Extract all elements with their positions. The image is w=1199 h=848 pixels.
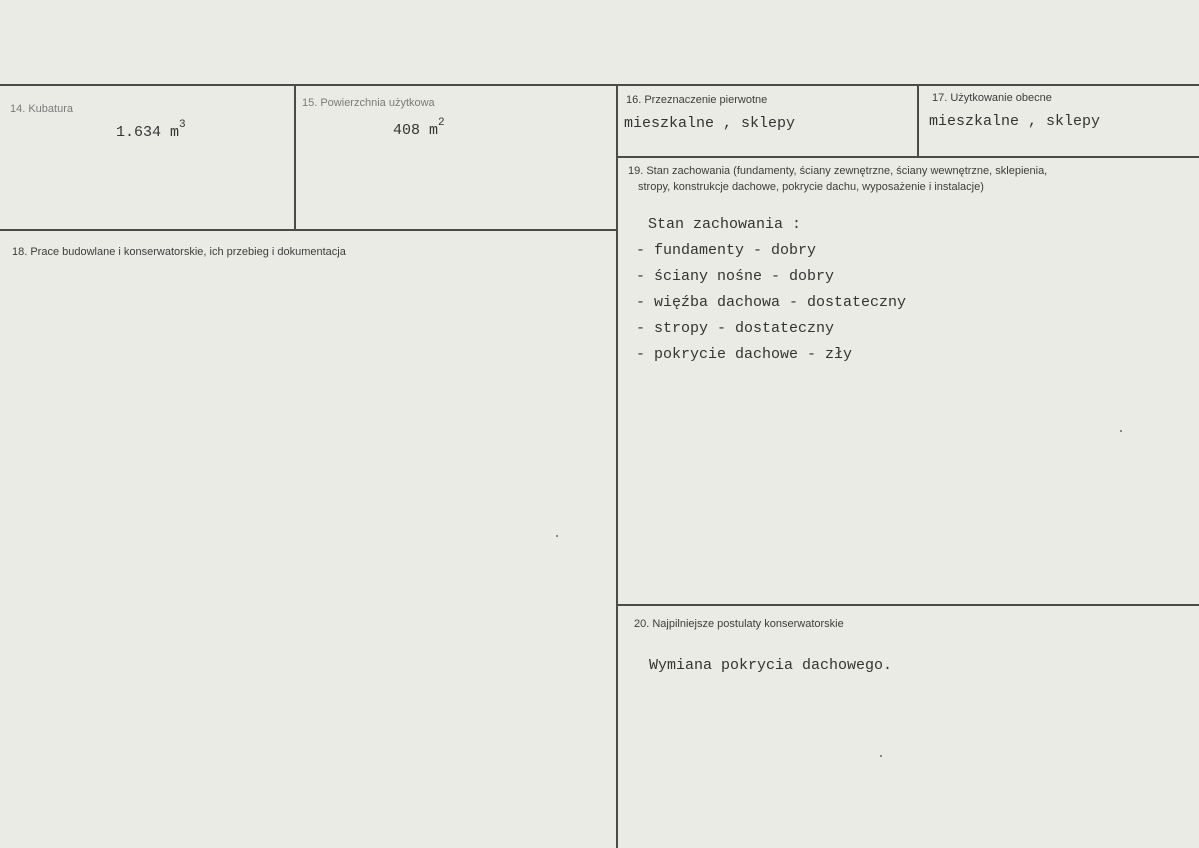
paper-speck	[556, 535, 558, 537]
paper-speck	[880, 755, 882, 757]
label-przeznaczenie: 16. Przeznaczenie pierwotne	[626, 94, 768, 106]
paper-speck	[1120, 430, 1122, 432]
condition-item: - fundamenty - dobry	[636, 242, 817, 259]
label-stan-line2: stropy, konstrukcje dachowe, pokrycie dachu, wyposażenie i instalacje)	[638, 181, 984, 193]
value-kubatura	[116, 119, 186, 141]
value-powierzchnia-text: 408 m	[393, 122, 439, 139]
condition-item: - pokrycie dachowe - zły	[636, 346, 853, 363]
column-divider-main	[616, 84, 618, 848]
value-postulaty: Wymiana pokrycia dachowego.	[649, 657, 893, 674]
label-powierzchnia: 15. Powierzchnia użytkowa	[302, 97, 435, 109]
value-powierzchnia-exponent: 2	[438, 117, 445, 129]
condition-item: - ściany nośne - dobry	[636, 268, 835, 285]
condition-list	[636, 212, 906, 368]
value-przeznaczenie: mieszkalne , sklepy	[624, 115, 796, 132]
column-divider-17	[917, 84, 919, 157]
value-kubatura-exponent: 3	[179, 119, 186, 131]
top-rule	[0, 84, 1199, 86]
column-divider-15	[294, 84, 296, 230]
value-uzytkowanie: mieszkalne , sklepy	[929, 113, 1101, 130]
condition-item: - więźba dachowa - dostateczny	[636, 294, 907, 311]
condition-heading: Stan zachowania :	[648, 216, 802, 233]
right-lower-divider	[617, 604, 1199, 606]
value-kubatura-text: 1.634 m	[116, 124, 180, 141]
label-prace: 18. Prace budowlane i konserwatorskie, ich przebieg i dokumentacja	[12, 246, 346, 258]
label-stan-line1: 19. Stan zachowania (fundamenty, ściany zewnętrzne, ściany wewnętrzne, sklepienia,	[628, 165, 1048, 177]
right-header-divider	[617, 156, 1199, 158]
label-kubatura: 14. Kubatura	[10, 103, 73, 115]
condition-item: - stropy - dostateczny	[636, 320, 835, 337]
label-uzytkowanie: 17. Użytkowanie obecne	[932, 92, 1052, 104]
value-powierzchnia	[393, 117, 445, 139]
left-section-divider	[0, 229, 617, 231]
label-postulaty: 20. Najpilniejsze postulaty konserwatorskie	[634, 618, 844, 630]
